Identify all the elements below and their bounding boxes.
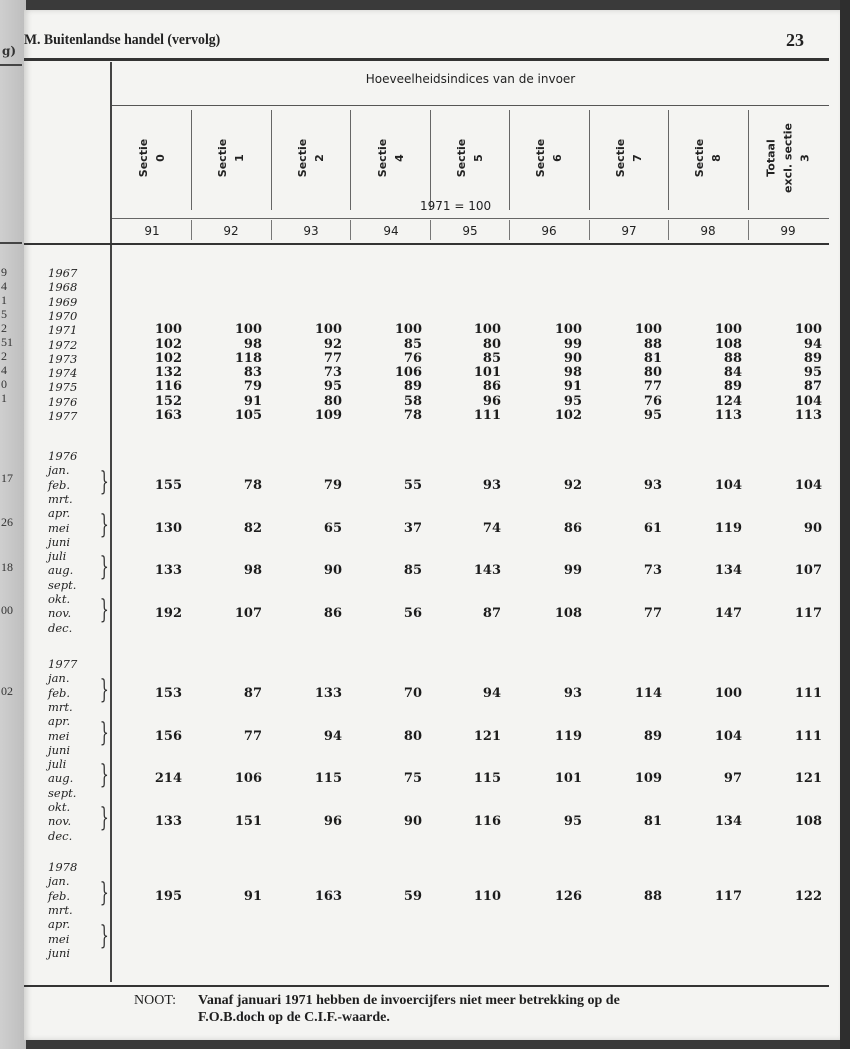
prev-page-number: 1 bbox=[1, 293, 7, 307]
table-cell: 132 bbox=[154, 365, 182, 381]
column-number: 98 bbox=[700, 224, 716, 238]
table-cell: 91 bbox=[563, 379, 582, 395]
prev-page-number: 0 bbox=[1, 377, 7, 391]
row-label-month: jan. bbox=[48, 463, 70, 478]
table-cell: 91 bbox=[243, 888, 262, 904]
column-number: 97 bbox=[621, 224, 637, 238]
row-label-month: mrt. bbox=[48, 902, 73, 917]
column-header-line: Sectie bbox=[534, 138, 547, 178]
table-cell: 126 bbox=[554, 888, 582, 904]
column-header-number: 8 bbox=[710, 154, 723, 162]
column-separator bbox=[350, 220, 351, 240]
column-header-label bbox=[294, 139, 328, 177]
quarter-brace: } bbox=[99, 466, 109, 497]
table-cell: 100 bbox=[634, 322, 662, 338]
table-cell: 90 bbox=[803, 520, 822, 536]
row-label-year: 1974 bbox=[48, 366, 78, 381]
table-cell: 90 bbox=[563, 350, 582, 366]
table-cell: 100 bbox=[154, 322, 182, 338]
prev-page-number: 5 bbox=[1, 307, 7, 321]
prev-page-number: 2 bbox=[1, 321, 7, 335]
column-number: 92 bbox=[223, 224, 239, 238]
prev-page-number: 2 bbox=[1, 349, 7, 363]
quarter-brace: } bbox=[99, 674, 109, 705]
column-separator bbox=[668, 110, 669, 210]
table-cell: 73 bbox=[643, 563, 662, 579]
table-cell: 74 bbox=[482, 520, 501, 536]
column-separator bbox=[748, 220, 749, 240]
table-cell: 121 bbox=[473, 728, 501, 744]
row-label-month: juli bbox=[48, 549, 67, 564]
row-label-month: aug. bbox=[48, 563, 74, 578]
column-header-number: 0 bbox=[154, 154, 167, 162]
table-cell: 82 bbox=[243, 520, 262, 536]
table-cell: 85 bbox=[403, 563, 422, 579]
table-cell: 119 bbox=[714, 520, 742, 536]
table-cell: 147 bbox=[714, 606, 742, 622]
footnote-line-2: F.O.B.doch op de C.I.F.-waarde. bbox=[198, 1010, 390, 1025]
table-cell: 88 bbox=[643, 336, 662, 352]
column-header-label bbox=[453, 139, 487, 177]
footnote-line-1: Vanaf januari 1971 hebben de invoercijfers niet meer betrekking op de bbox=[198, 993, 620, 1008]
table-cell: 95 bbox=[563, 393, 582, 409]
prev-page-number: 4 bbox=[1, 363, 7, 377]
column-number: 91 bbox=[144, 224, 160, 238]
prev-page-heading-fragment: g) bbox=[2, 44, 17, 58]
row-label-year: 1971 bbox=[48, 323, 78, 338]
table-cell: 77 bbox=[243, 728, 262, 744]
column-header-number: 7 bbox=[631, 154, 644, 162]
table-cell: 95 bbox=[323, 379, 342, 395]
table-cell: 77 bbox=[643, 606, 662, 622]
row-label-month: feb. bbox=[48, 888, 71, 903]
header-bottom-rule bbox=[24, 243, 829, 245]
row-label-year: 1975 bbox=[48, 380, 78, 395]
row-label-year: 1976 bbox=[48, 394, 78, 409]
row-label-month: feb. bbox=[48, 477, 71, 492]
table-cell: 101 bbox=[473, 365, 501, 381]
table-cell: 92 bbox=[323, 336, 342, 352]
table-cell: 92 bbox=[563, 477, 582, 493]
table-cell: 96 bbox=[323, 814, 342, 830]
table-cell: 85 bbox=[482, 350, 501, 366]
table-cell: 101 bbox=[554, 771, 582, 787]
table-cell: 94 bbox=[323, 728, 342, 744]
table-cell: 108 bbox=[554, 606, 582, 622]
row-label-month: mrt. bbox=[48, 491, 73, 506]
table-cell: 134 bbox=[714, 563, 742, 579]
footnote-text bbox=[198, 992, 620, 1026]
table-cell: 133 bbox=[154, 563, 182, 579]
prev-page-number: 26 bbox=[1, 515, 13, 529]
table-cell: 78 bbox=[403, 408, 422, 423]
row-label-month: mei bbox=[48, 931, 70, 946]
table-cell: 77 bbox=[643, 379, 662, 395]
table-cell: 153 bbox=[154, 685, 182, 701]
prev-page-number: 02 bbox=[1, 684, 13, 698]
column-header-line: Sectie bbox=[216, 138, 229, 178]
table-cell: 97 bbox=[723, 771, 742, 787]
column-header-number: 1 bbox=[233, 154, 246, 162]
table-cell: 122 bbox=[794, 888, 822, 904]
row-label-month: nov. bbox=[48, 814, 72, 829]
table-cell: 130 bbox=[154, 520, 182, 536]
table-cell: 102 bbox=[154, 336, 182, 352]
column-header-number: 2 bbox=[313, 154, 326, 162]
column-header bbox=[356, 108, 426, 208]
table-cell: 89 bbox=[723, 379, 742, 395]
table-cell: 75 bbox=[403, 771, 422, 787]
quarter-brace: } bbox=[99, 717, 109, 748]
row-label-year: 1978 bbox=[48, 860, 78, 874]
table-cell: 114 bbox=[634, 685, 662, 701]
table-cell: 100 bbox=[794, 322, 822, 338]
table-cell: 99 bbox=[563, 563, 582, 579]
table-cell: 80 bbox=[643, 365, 662, 381]
table-cell: 100 bbox=[714, 322, 742, 338]
table-cell: 89 bbox=[403, 379, 422, 395]
table-cell: 95 bbox=[563, 814, 582, 830]
row-label-year: 1969 bbox=[48, 294, 78, 309]
row-label-year: 1976 bbox=[48, 449, 78, 463]
table-cell: 156 bbox=[154, 728, 182, 744]
column-header bbox=[594, 108, 664, 208]
column-header bbox=[276, 108, 346, 208]
table-cell: 96 bbox=[482, 393, 501, 409]
table-cell: 95 bbox=[643, 408, 662, 423]
column-separator bbox=[191, 220, 192, 240]
prev-page-number: 18 bbox=[1, 560, 13, 574]
quarter-brace: } bbox=[99, 877, 109, 908]
top-rule bbox=[24, 58, 829, 61]
table-cell: 111 bbox=[473, 408, 501, 423]
table-cell: 98 bbox=[563, 365, 582, 381]
prev-page-number: 00 bbox=[1, 603, 13, 617]
table-cell: 102 bbox=[154, 350, 182, 366]
prev-page-number: 17 bbox=[1, 471, 13, 485]
table-cell: 124 bbox=[714, 393, 742, 409]
column-separator bbox=[271, 110, 272, 210]
table-cell: 108 bbox=[714, 336, 742, 352]
table-cell: 87 bbox=[243, 685, 262, 701]
table-cell: 80 bbox=[403, 728, 422, 744]
book-spine bbox=[840, 0, 850, 1049]
table-cell: 84 bbox=[723, 365, 742, 381]
table-cell: 163 bbox=[314, 888, 342, 904]
base-year-label: 1971 = 100 bbox=[420, 199, 492, 213]
table-cell: 110 bbox=[473, 888, 501, 904]
column-header bbox=[435, 108, 505, 208]
prev-page-number: 1 bbox=[1, 391, 7, 405]
row-label-year: 1973 bbox=[48, 351, 78, 366]
row-label-year: 1968 bbox=[48, 280, 78, 295]
table-cell: 119 bbox=[554, 728, 582, 744]
table-cell: 76 bbox=[403, 350, 422, 366]
column-header-line: Sectie bbox=[376, 138, 389, 178]
column-header-line: Sectie bbox=[693, 138, 706, 178]
column-header-line: Sectie bbox=[614, 138, 627, 178]
row-label-month: juni bbox=[48, 945, 71, 960]
row-label-month: apr. bbox=[48, 506, 71, 521]
column-separator bbox=[271, 220, 272, 240]
table-cell: 86 bbox=[323, 606, 342, 622]
quarter-brace: } bbox=[99, 803, 109, 834]
column-separator bbox=[589, 110, 590, 210]
row-label-month: sept. bbox=[48, 785, 77, 800]
column-separator bbox=[430, 220, 431, 240]
column-header-number: 3 bbox=[798, 154, 812, 162]
table-cell: 65 bbox=[323, 520, 342, 536]
table-cell: 98 bbox=[243, 336, 262, 352]
section-title: M. Buitenlandse handel (vervolg) bbox=[24, 32, 221, 48]
table-cell: 89 bbox=[643, 728, 662, 744]
quarter-brace: } bbox=[99, 552, 109, 583]
header-rule bbox=[112, 105, 829, 106]
table-cell: 214 bbox=[154, 771, 182, 787]
column-header-label bbox=[374, 139, 408, 177]
column-number: 96 bbox=[541, 224, 557, 238]
row-label-month: aug. bbox=[48, 771, 74, 786]
row-label-month: mrt. bbox=[48, 699, 73, 714]
column-header-line: Sectie bbox=[455, 138, 468, 178]
table-cell: 79 bbox=[243, 379, 262, 395]
prev-page-number: 51 bbox=[1, 335, 13, 349]
table-cell: 104 bbox=[714, 728, 742, 744]
table-cell: 104 bbox=[794, 477, 822, 493]
table-cell: 105 bbox=[234, 408, 262, 423]
column-number: 95 bbox=[462, 224, 478, 238]
table-cell: 106 bbox=[234, 771, 262, 787]
table-cell: 70 bbox=[403, 685, 422, 701]
table-cell: 88 bbox=[643, 888, 662, 904]
table-cell: 91 bbox=[243, 393, 262, 409]
column-separator bbox=[191, 110, 192, 210]
column-header bbox=[117, 108, 187, 208]
table-cell: 192 bbox=[154, 606, 182, 622]
table-cell: 100 bbox=[394, 322, 422, 338]
column-number: 94 bbox=[383, 224, 399, 238]
quarter-brace: } bbox=[99, 595, 109, 626]
table-cell: 104 bbox=[794, 393, 822, 409]
row-label-month: mei bbox=[48, 520, 70, 535]
table-cell: 61 bbox=[643, 520, 662, 536]
table-cell: 93 bbox=[482, 477, 501, 493]
table-cell: 115 bbox=[473, 771, 501, 787]
column-header-line: Sectie bbox=[296, 138, 309, 178]
table-cell: 87 bbox=[803, 379, 822, 395]
table-cell: 73 bbox=[323, 365, 342, 381]
table-cell: 106 bbox=[394, 365, 422, 381]
table-cell: 94 bbox=[482, 685, 501, 701]
table-cell: 95 bbox=[803, 365, 822, 381]
row-label-month: juli bbox=[48, 757, 67, 772]
table-cell: 100 bbox=[554, 322, 582, 338]
quarter-brace: } bbox=[99, 920, 109, 951]
table-cell: 133 bbox=[314, 685, 342, 701]
column-header-label bbox=[532, 139, 566, 177]
row-label-month: sept. bbox=[48, 577, 77, 592]
table-cell: 108 bbox=[794, 814, 822, 830]
table-cell: 83 bbox=[243, 365, 262, 381]
table-cell: 79 bbox=[323, 477, 342, 493]
table-cell: 58 bbox=[403, 393, 422, 409]
row-label-year: 1977 bbox=[48, 409, 78, 423]
table-cell: 93 bbox=[563, 685, 582, 701]
table-cell: 86 bbox=[482, 379, 501, 395]
row-label-month: apr. bbox=[48, 917, 71, 932]
table-cell: 151 bbox=[234, 814, 262, 830]
table-title: Hoeveelheidsindices van de invoer bbox=[365, 72, 576, 86]
column-header-line: excl. sectie bbox=[781, 123, 795, 193]
column-header bbox=[673, 108, 743, 208]
table-cell: 86 bbox=[563, 520, 582, 536]
column-number: 93 bbox=[303, 224, 319, 238]
table-cell: 107 bbox=[794, 563, 822, 579]
table-cell: 89 bbox=[803, 350, 822, 366]
row-label-month: feb. bbox=[48, 685, 71, 700]
table-cell: 90 bbox=[323, 563, 342, 579]
table-cell: 118 bbox=[234, 350, 262, 366]
column-header-number: 6 bbox=[551, 154, 564, 162]
table-cell: 78 bbox=[243, 477, 262, 493]
row-label-month: okt. bbox=[48, 592, 71, 606]
row-label-year: 1977 bbox=[48, 657, 78, 671]
table-cell: 117 bbox=[714, 888, 742, 904]
table-cell: 115 bbox=[314, 771, 342, 787]
table-cell: 59 bbox=[403, 888, 422, 904]
table-cell: 81 bbox=[643, 814, 662, 830]
table-cell: 55 bbox=[403, 477, 422, 493]
column-header-line: Totaal bbox=[764, 139, 778, 177]
table-cell: 93 bbox=[643, 477, 662, 493]
row-label-month: dec. bbox=[48, 620, 73, 635]
table-cell: 76 bbox=[643, 393, 662, 409]
row-label-month: okt. bbox=[48, 800, 71, 814]
table-cell: 117 bbox=[794, 606, 822, 622]
prev-page-number: 4 bbox=[1, 279, 7, 293]
row-label-month: juni bbox=[48, 534, 71, 549]
row-label-month: juni bbox=[48, 742, 71, 757]
table-cell: 90 bbox=[403, 814, 422, 830]
table-cell: 163 bbox=[154, 408, 182, 423]
quarter-brace: } bbox=[99, 760, 109, 791]
table-cell: 133 bbox=[154, 814, 182, 830]
table-cell: 85 bbox=[403, 336, 422, 352]
column-header-label bbox=[214, 139, 248, 177]
table-cell: 104 bbox=[714, 477, 742, 493]
table-cell: 111 bbox=[794, 728, 822, 744]
table-cell: 81 bbox=[643, 350, 662, 366]
column-separator bbox=[509, 220, 510, 240]
page-number: 23 bbox=[786, 30, 804, 50]
table-cell: 109 bbox=[634, 771, 662, 787]
column-header-line: Sectie bbox=[137, 138, 150, 178]
table-cell: 143 bbox=[473, 563, 501, 579]
table-cell: 111 bbox=[794, 685, 822, 701]
table-cell: 100 bbox=[314, 322, 342, 338]
table-cell: 99 bbox=[563, 336, 582, 352]
column-separator bbox=[430, 110, 431, 210]
table-cell: 116 bbox=[473, 814, 501, 830]
column-separator bbox=[509, 110, 510, 210]
table-cell: 37 bbox=[403, 520, 422, 536]
table-cell: 113 bbox=[794, 408, 822, 423]
row-label-month: dec. bbox=[48, 828, 73, 843]
column-header-label bbox=[763, 123, 814, 193]
column-header bbox=[514, 108, 584, 208]
table-cell: 121 bbox=[794, 771, 822, 787]
row-label-month: jan. bbox=[48, 874, 70, 889]
row-label-year: 1967 bbox=[48, 266, 78, 280]
prev-page-number: 9 bbox=[1, 265, 7, 279]
row-label-year: 1972 bbox=[48, 337, 78, 352]
column-header-label bbox=[612, 139, 646, 177]
row-label-month: jan. bbox=[48, 671, 70, 686]
column-separator bbox=[668, 220, 669, 240]
table-cell: 116 bbox=[154, 379, 182, 395]
table-cell: 87 bbox=[482, 606, 501, 622]
table-cell: 107 bbox=[234, 606, 262, 622]
column-header-number: 4 bbox=[393, 154, 406, 162]
row-label-month: nov. bbox=[48, 606, 72, 621]
column-header bbox=[753, 108, 823, 208]
row-label-year: 1970 bbox=[48, 308, 78, 323]
table-cell: 152 bbox=[154, 393, 182, 409]
table-cell: 80 bbox=[323, 393, 342, 409]
column-separator bbox=[350, 110, 351, 210]
table-cell: 88 bbox=[723, 350, 742, 366]
table-cell: 56 bbox=[403, 606, 422, 622]
column-header-number: 5 bbox=[472, 154, 485, 162]
header-rule bbox=[112, 218, 829, 219]
prev-page-rule bbox=[0, 64, 22, 66]
table-cell: 100 bbox=[714, 685, 742, 701]
footnote-label: NOOT: bbox=[134, 993, 177, 1008]
table-cell: 155 bbox=[154, 477, 182, 493]
row-label-month: mei bbox=[48, 728, 70, 743]
table-cell: 77 bbox=[323, 350, 342, 366]
quarter-brace: } bbox=[99, 509, 109, 540]
table-cell: 134 bbox=[714, 814, 742, 830]
table-cell: 109 bbox=[314, 408, 342, 423]
table-cell: 100 bbox=[473, 322, 501, 338]
column-separator bbox=[748, 110, 749, 210]
table-cell: 94 bbox=[803, 336, 822, 352]
running-head bbox=[24, 32, 804, 54]
stub-column-rule bbox=[110, 62, 112, 982]
column-header bbox=[196, 108, 266, 208]
table-cell: 113 bbox=[714, 408, 742, 423]
table-cell: 100 bbox=[234, 322, 262, 338]
table-cell: 102 bbox=[554, 408, 582, 423]
row-label-month: apr. bbox=[48, 714, 71, 729]
previous-page-edge bbox=[0, 0, 26, 1049]
prev-page-rule bbox=[0, 242, 22, 244]
column-separator bbox=[589, 220, 590, 240]
column-number: 99 bbox=[780, 224, 796, 238]
column-header-label bbox=[135, 139, 169, 177]
table-cell: 98 bbox=[243, 563, 262, 579]
table-cell: 80 bbox=[482, 336, 501, 352]
table-cell: 195 bbox=[154, 888, 182, 904]
table-bottom-rule bbox=[24, 985, 829, 987]
column-header-label bbox=[691, 139, 725, 177]
